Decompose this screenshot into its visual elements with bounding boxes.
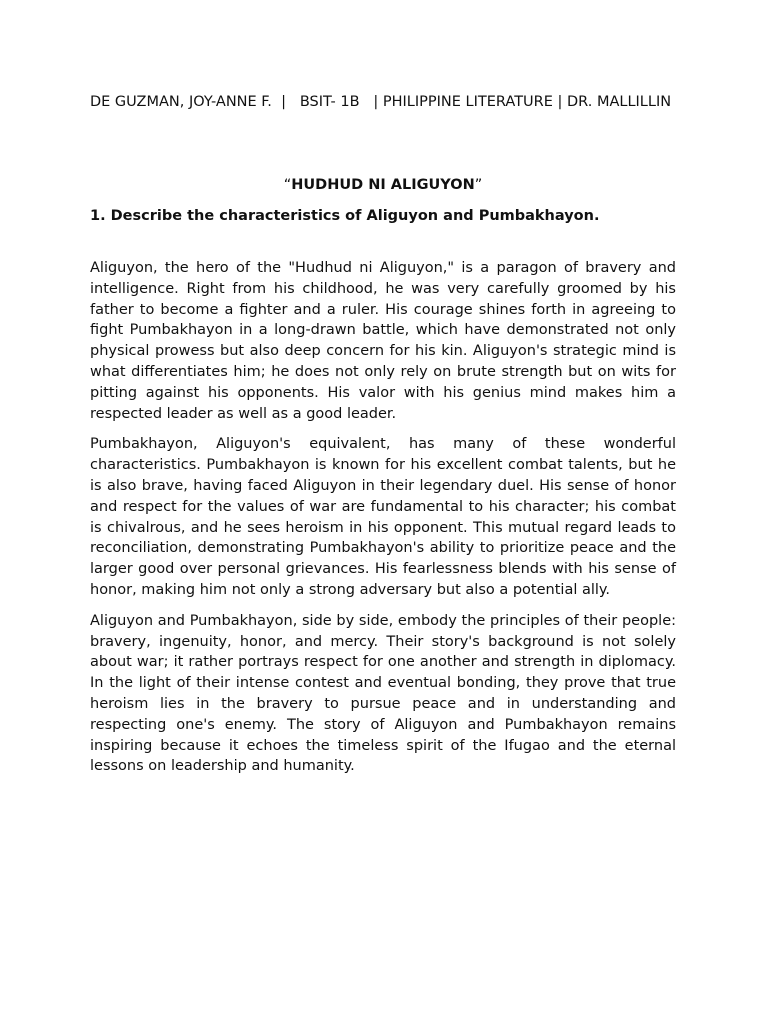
- student-header: DE GUZMAN, JOY-ANNE F. | BSIT- 1B | PHILIPPINE LITERATURE | DR. MALLILLIN: [90, 94, 672, 110]
- document-title: [90, 175, 676, 195]
- title-text: HUDHUD NI ALIGUYON: [291, 177, 475, 193]
- title-open-quote: “: [283, 177, 292, 193]
- paragraph-conclusion: Aliguyon and Pumbakhayon, side by side, embody the principles of their people: bravery, ingenuity, honor, and mercy. Their story's background is not solely about war; it rather portrays respect for one another and strength in diplomacy. In the light of their intense contest and eventual bonding, they prove that true heroism lies in the bravery to pursue peace and in understanding and respecting one's enemy. The story of Aliguyon and Pumbakhayon remains inspiring because it echoes the timeless spirit of the Ifugao and the eternal lessons on leadership and humanity.: [90, 612, 676, 775]
- title-close-quote: ”: [474, 177, 483, 193]
- paragraph-pumbakhayon: Pumbakhayon, Aliguyon's equivalent, has many of these wonderful characteristics. Pumbakhayon is known for his excellent combat talents, but he is also brave, having faced Aliguyon in their legendary duel. His sense of honor and respect for the values of war are fundamental to his character; his combat is chivalrous, and he sees heroism in his opponent. This mutual regard leads to reconciliation, demonstrating Pumbakhayon's ability to prioritize peace and the larger good over personal grievances. His fearlessness blends with his sense of honor, making him not only a strong adversary but also a potential ally.: [90, 436, 676, 598]
- essay-body: [90, 258, 676, 787]
- question-heading: 1. Describe the characteristics of Aliguyon and Pumbakhayon.: [90, 208, 600, 224]
- paragraph-aliguyon: Aliguyon, the hero of the "Hudhud ni Aliguyon," is a paragon of bravery and intelligence. Right from his childhood, he was very carefully groomed by his father to become a fighter and a ruler. His courage shines forth in agreeing to fight Pumbakhayon in a long-drawn battle, which have demonstrated not only physical prowess but also deep concern for his kin. Aliguyon's strategic mind is what differentiates him; he does not only rely on brute strength but on wits for pitting against his opponents. His valor with his genius mind makes him a respected leader as well as a good leader.: [90, 260, 676, 422]
